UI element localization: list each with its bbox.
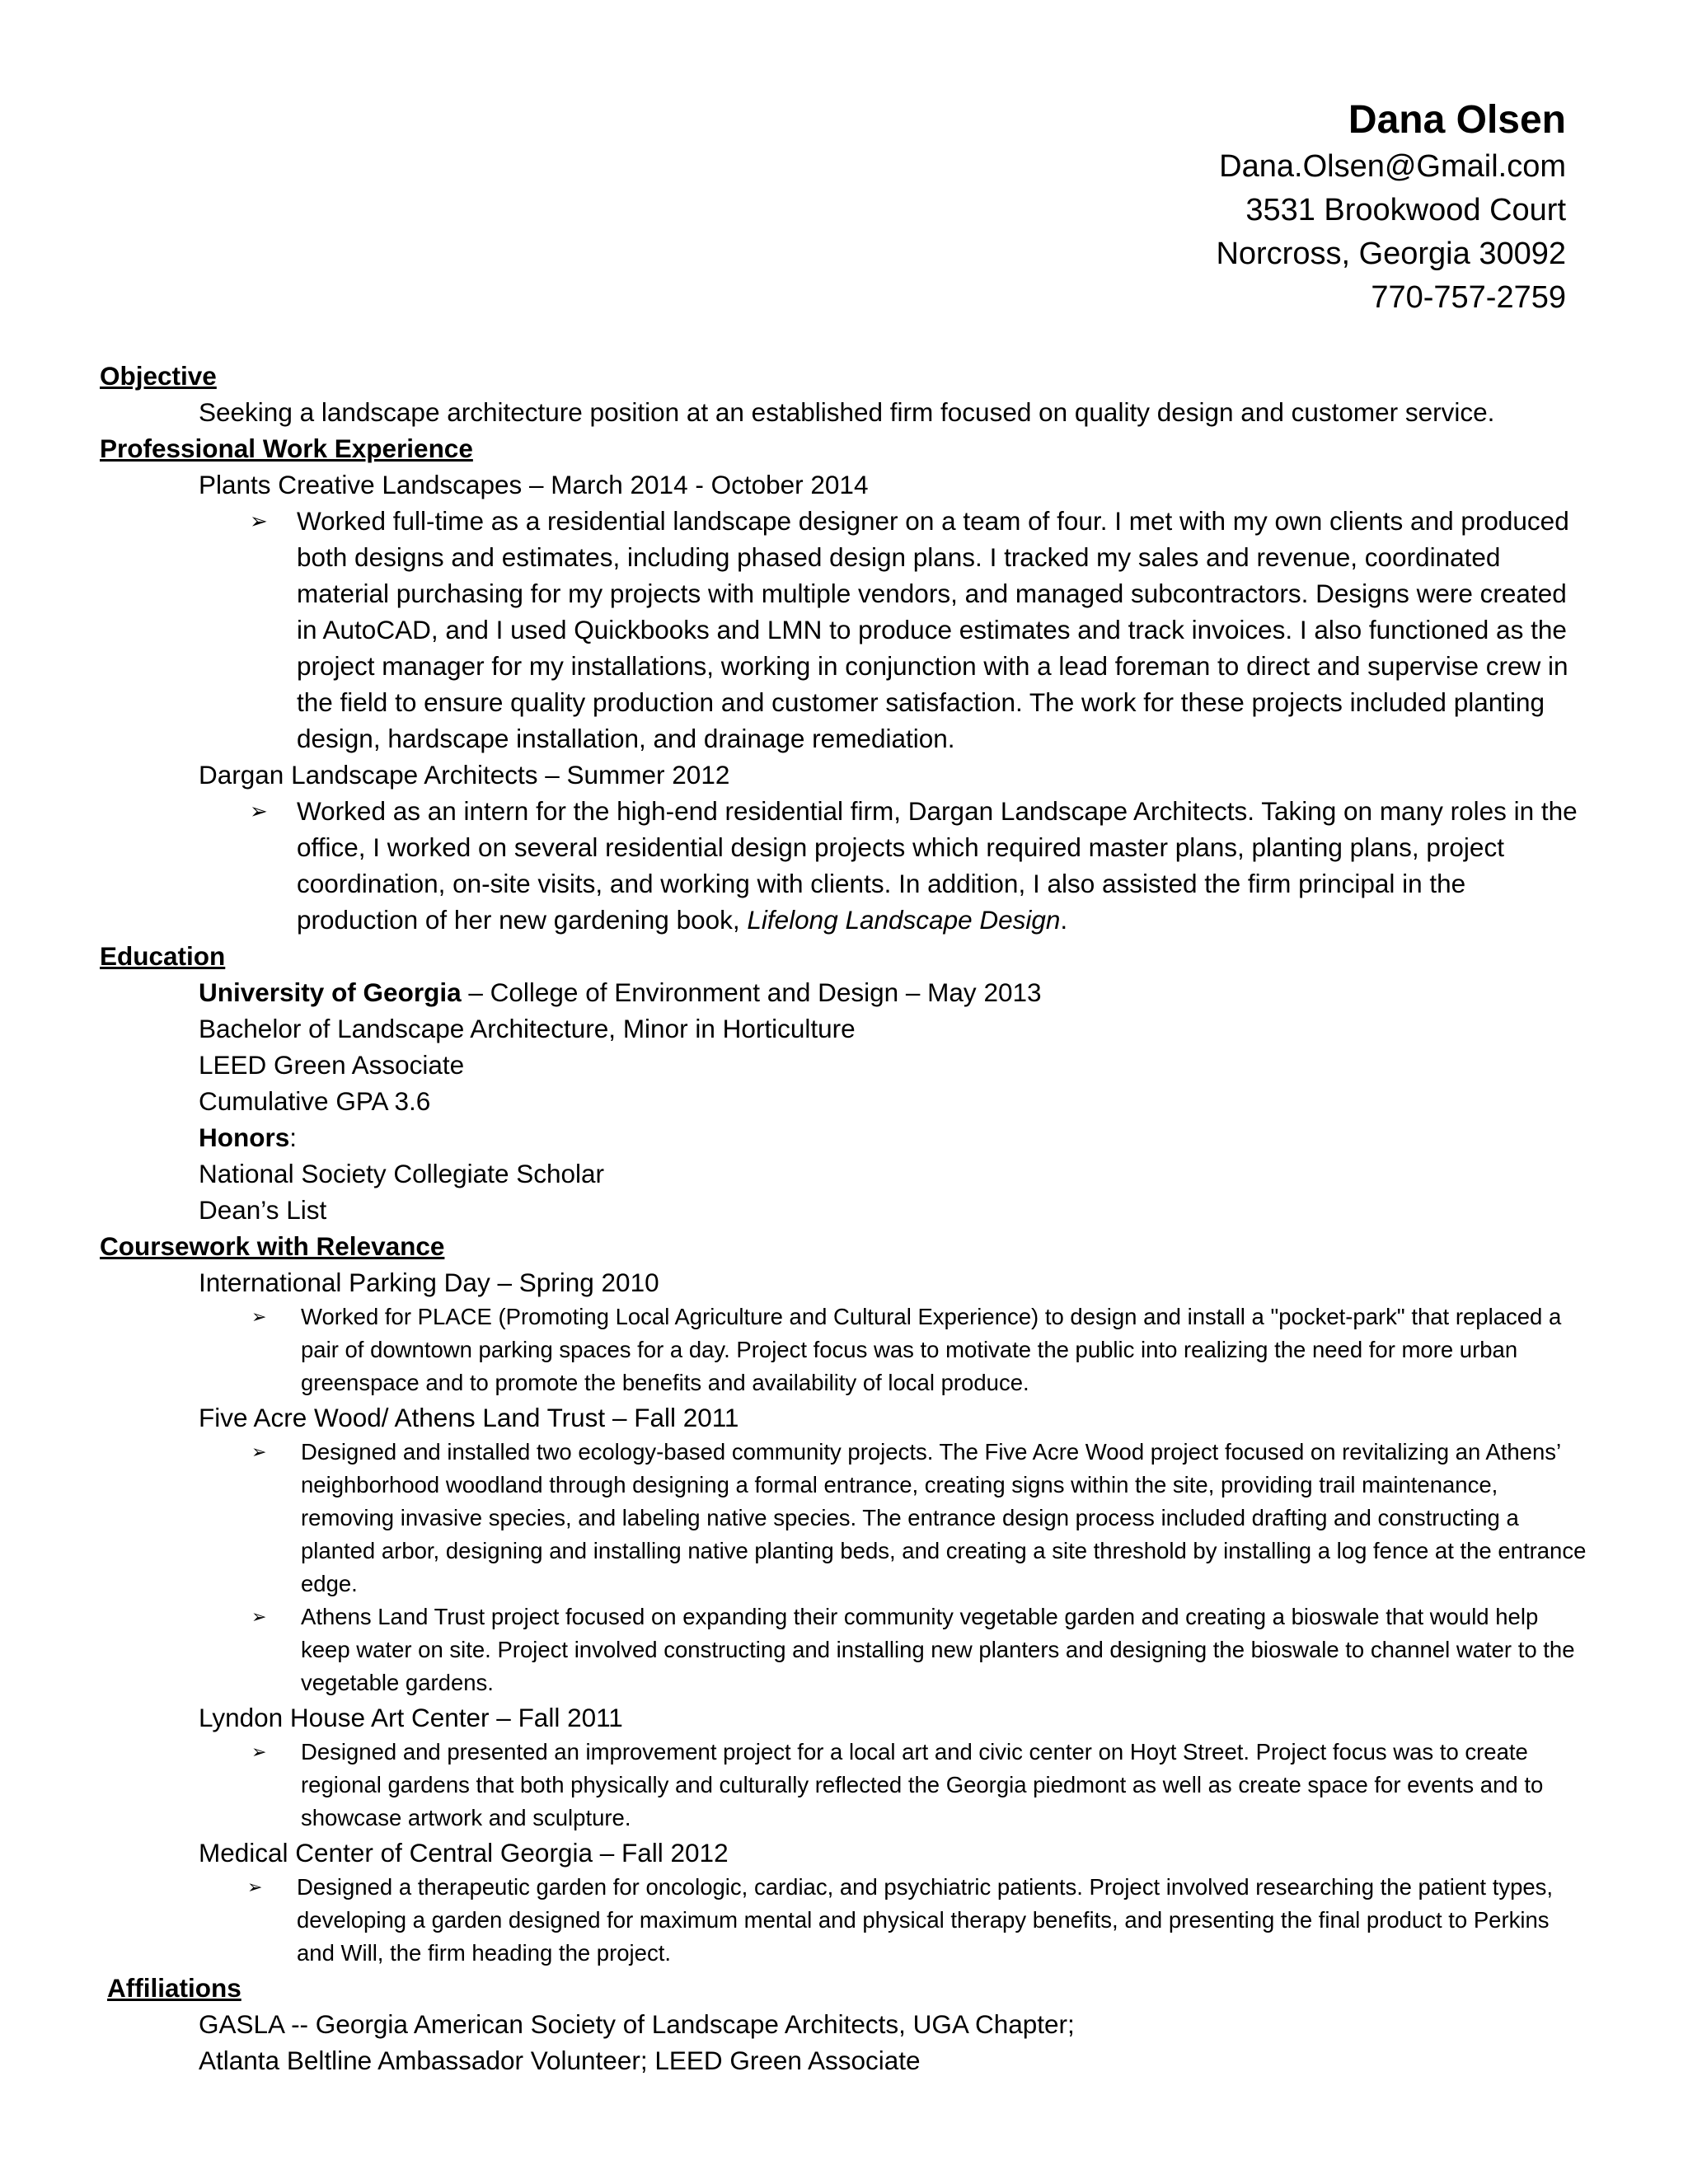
job-title: Dargan Landscape Architects – Summer 2012 — [199, 760, 730, 790]
contact-city: Norcross, Georgia 30092 — [1216, 237, 1566, 271]
course-bullet — [251, 1301, 1587, 1399]
resume-body — [0, 358, 1688, 2079]
degree: Bachelor of Landscape Architecture, Minor in Horticulture — [199, 1014, 856, 1043]
honor-item: National Society Collegiate Scholar — [199, 1159, 605, 1188]
school-details: – College of Environment and Design – May 2013 — [461, 977, 1042, 1007]
contact-email: Dana.Olsen@Gmail.com — [1219, 149, 1566, 184]
arrow-bullet-icon: ➢ — [250, 799, 268, 823]
course-bullet-text: Designed and presented an improvement project for a local art and civic center on Hoyt Street. Project focus was to create regional gardens that both physically and culturally reflected the Georgia piedmont as well as create space for events and to showcase artwork and sculpture. — [301, 1739, 1544, 1830]
arrow-bullet-icon: ➢ — [247, 1877, 263, 1897]
contact-street: 3531 Brookwood Court — [1245, 193, 1566, 227]
school-line — [199, 974, 1688, 1010]
course-bullet-text: Athens Land Trust project focused on expanding their community vegetable garden and creating a bioswale that would help keep water on site. Project involved constructing and installing new planters and designing the bioswale to channel water to the vegetable gardens. — [301, 1604, 1575, 1695]
objective-text: Seeking a landscape architecture position at an established firm focused on quality design and customer service. — [199, 397, 1495, 427]
course-bullet-text: Designed and installed two ecology-based community projects. The Five Acre Wood project focused on revitalizing an Athens’ neighborhood woodland through designing a formal entrance, creating signs within the site, providing trail maintenance, removing invasive species, and labeling native species. The entrance design process included drafting and constructing a planted arbor, designing and installing native planting beds, and creating a site threshold by installing a log fence at the entrance edge. — [301, 1439, 1587, 1596]
arrow-bullet-icon: ➢ — [251, 1741, 267, 1762]
honors-colon: : — [289, 1122, 298, 1152]
job-title: Plants Creative Landscapes – March 2014 - October 2014 — [199, 470, 869, 499]
affiliation-line: GASLA -- Georgia American Society of Landscape Architects, UGA Chapter; — [199, 2009, 1075, 2039]
arrow-bullet-icon: ➢ — [250, 509, 268, 533]
contact-phone: 770-757-2759 — [1371, 280, 1566, 315]
course-title: International Parking Day – Spring 2010 — [199, 1268, 659, 1297]
arrow-bullet-icon: ➢ — [251, 1306, 267, 1327]
course-title: Medical Center of Central Georgia – Fall 2012 — [199, 1838, 729, 1868]
arrow-bullet-icon: ➢ — [251, 1606, 267, 1627]
coursework-heading: Coursework with Relevance — [100, 1231, 445, 1261]
education-heading: Education — [100, 941, 226, 971]
course-bullet — [251, 1436, 1587, 1601]
book-title: Lifelong Landscape Design — [747, 905, 1061, 935]
leed-credential: LEED Green Associate — [199, 1050, 465, 1080]
course-bullet-text: Designed a therapeutic garden for oncologic, cardiac, and psychiatric patients. Project involved researching the patient types, developing a garden designed for maximum mental and physical therapy benefits, and presenting the final product to Perkins and Will, the firm heading the project. — [297, 1874, 1554, 1966]
job-bullet — [250, 793, 1582, 938]
candidate-name: Dana Olsen — [1348, 98, 1566, 142]
contact-block — [1216, 97, 1566, 320]
course-title: Lyndon House Art Center – Fall 2011 — [199, 1703, 623, 1732]
course-bullet-text: Worked for PLACE (Promoting Local Agriculture and Cultural Experience) to design and install a "pocket-park" that replaced a pair of downtown parking spaces for a day. Project focus was to motivate the public into realizing the need for more urban greenspace and to promote the benefits and availability of local produce. — [301, 1304, 1562, 1395]
job-bullet — [250, 503, 1582, 757]
honors-label: Honors — [199, 1122, 290, 1152]
job-bullet-end: . — [1060, 905, 1068, 935]
course-bullet — [251, 1736, 1587, 1835]
affiliations-heading: Affiliations — [107, 1973, 241, 2003]
course-title: Five Acre Wood/ Athens Land Trust – Fall 2011 — [199, 1403, 739, 1432]
course-bullet — [247, 1871, 1582, 1970]
objective-heading: Objective — [100, 361, 217, 391]
affiliation-line: Atlanta Beltline Ambassador Volunteer; LEED Green Associate — [199, 2046, 921, 2075]
gpa: Cumulative GPA 3.6 — [199, 1086, 431, 1116]
honors-label-line — [199, 1119, 1688, 1155]
job-bullet-text: Worked full-time as a residential landscape designer on a team of four. I met with my own clients and produced both designs and estimates, including phased design plans. I tracked my sales and revenue, coordinated material purchasing for my projects with multiple vendors, and managed subcontractors. Designs were created in AutoCAD, and I used Quickbooks and LMN to produce estimates and track invoices. I also functioned as the project manager for my installations, working in conjunction with a lead foreman to direct and supervise crew in the field to ensure quality production and customer satisfaction. The work for these projects included planting design, hardscape installation, and drainage remediation. — [297, 506, 1569, 753]
honor-item: Dean’s List — [199, 1195, 327, 1225]
course-bullet — [251, 1601, 1587, 1699]
job-bullet-text: Worked as an intern for the high-end residential firm, Dargan Landscape Architects. Taking on many roles in the office, I worked on several residential design projects which required master plans, planting plans, project coordination, on-site visits, and working with clients. In addition, I also assisted the firm principal in the production of her new gardening book, — [297, 796, 1578, 935]
arrow-bullet-icon: ➢ — [251, 1441, 267, 1462]
school-name: University of Georgia — [199, 977, 462, 1007]
experience-heading: Professional Work Experience — [100, 434, 473, 463]
